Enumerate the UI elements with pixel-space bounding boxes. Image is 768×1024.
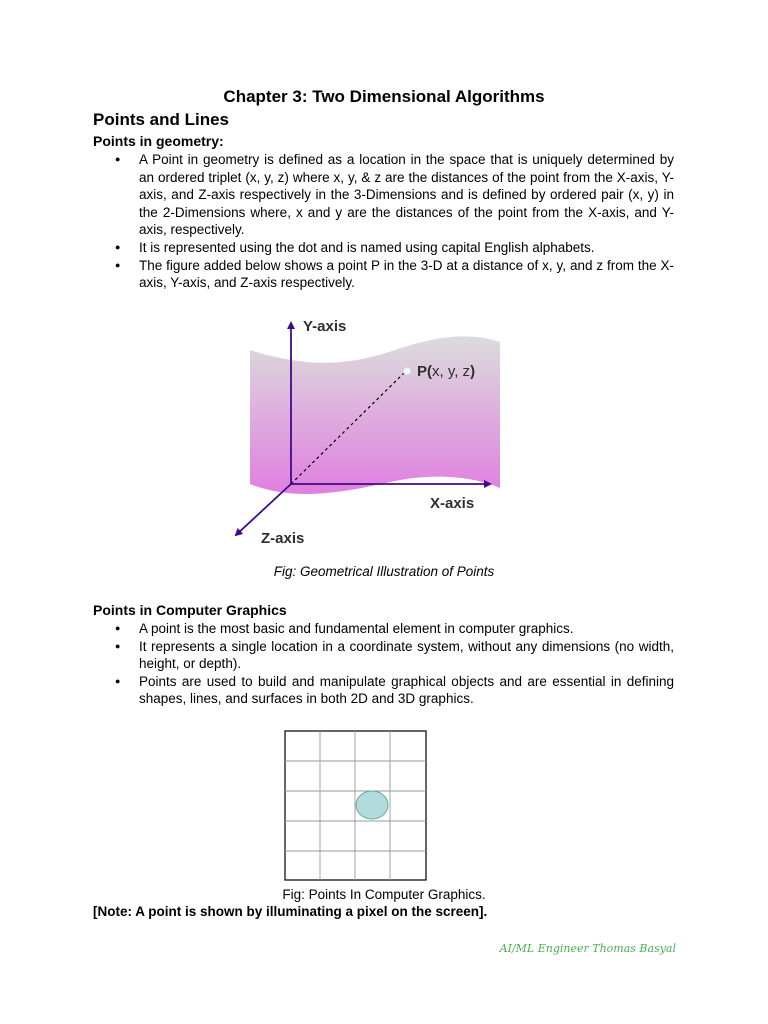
point-p-label-suffix: ) bbox=[470, 363, 476, 380]
pixel-grid-figure bbox=[284, 730, 428, 882]
point-p-label-prefix: P( bbox=[417, 363, 432, 380]
y-axis-label: Y-axis bbox=[303, 318, 347, 335]
list-item: ● It represents a single location in a coordinate system, without any dimensions (no width, height, or depth). bbox=[93, 638, 674, 673]
geometry-bullet-list bbox=[93, 151, 674, 292]
z-axis-label: Z-axis bbox=[261, 530, 305, 547]
chapter-title: Chapter 3: Two Dimensional Algorithms bbox=[223, 87, 545, 106]
graphics-figure-caption: Fig: Points In Computer Graphics. bbox=[282, 887, 486, 902]
section-title: Points and Lines bbox=[93, 110, 230, 129]
surface-plane bbox=[250, 336, 500, 494]
point-p-marker bbox=[403, 367, 411, 375]
list-item: ● A point is the most basic and fundamental element in computer graphics. bbox=[93, 620, 674, 638]
z-axis-line bbox=[236, 484, 291, 535]
note: [Note: A point is shown by illuminating a pixel on the screen]. bbox=[93, 904, 488, 919]
x-axis-label: X-axis bbox=[430, 495, 475, 512]
graphics-heading: Points in Computer Graphics bbox=[93, 602, 287, 618]
illuminated-pixel bbox=[356, 791, 388, 819]
grid-border bbox=[285, 731, 426, 880]
list-item: ● It is represented using the dot and is named using capital English alphabets. bbox=[93, 239, 674, 257]
list-item: ● The figure added below shows a point P in the 3-D at a distance of x, y, and z from the X-axis, Y-axis, and Z-axis respectively. bbox=[93, 257, 674, 292]
point-p-label bbox=[417, 363, 475, 380]
list-item: ● A Point in geometry is defined as a location in the space that is uniquely determined by an ordered triplet (x, y, z) where x, y, & z are the distances of the point from the X-axis, Y-axis, and Z-axis respectively in the 3-Dimensions and is defined by ordered pair (x, y) in the 2-Dimensions where, x and y are the distances of the point from the X-axis, and Y-axis, respectively. bbox=[93, 151, 674, 239]
signature: AI/ML Engineer Thomas Basyal bbox=[499, 942, 676, 955]
graphics-bullet-list bbox=[93, 620, 674, 708]
point-p-label-coords: x, y, z bbox=[432, 363, 471, 380]
geometry-figure-caption: Fig: Geometrical Illustration of Points bbox=[273, 564, 495, 579]
geometry-figure bbox=[225, 312, 525, 552]
list-item: ● Points are used to build and manipulate graphical objects and are essential in defining shapes, lines, and surfaces in both 2D and 3D graphics. bbox=[93, 673, 674, 708]
geometry-heading: Points in geometry: bbox=[93, 133, 224, 149]
